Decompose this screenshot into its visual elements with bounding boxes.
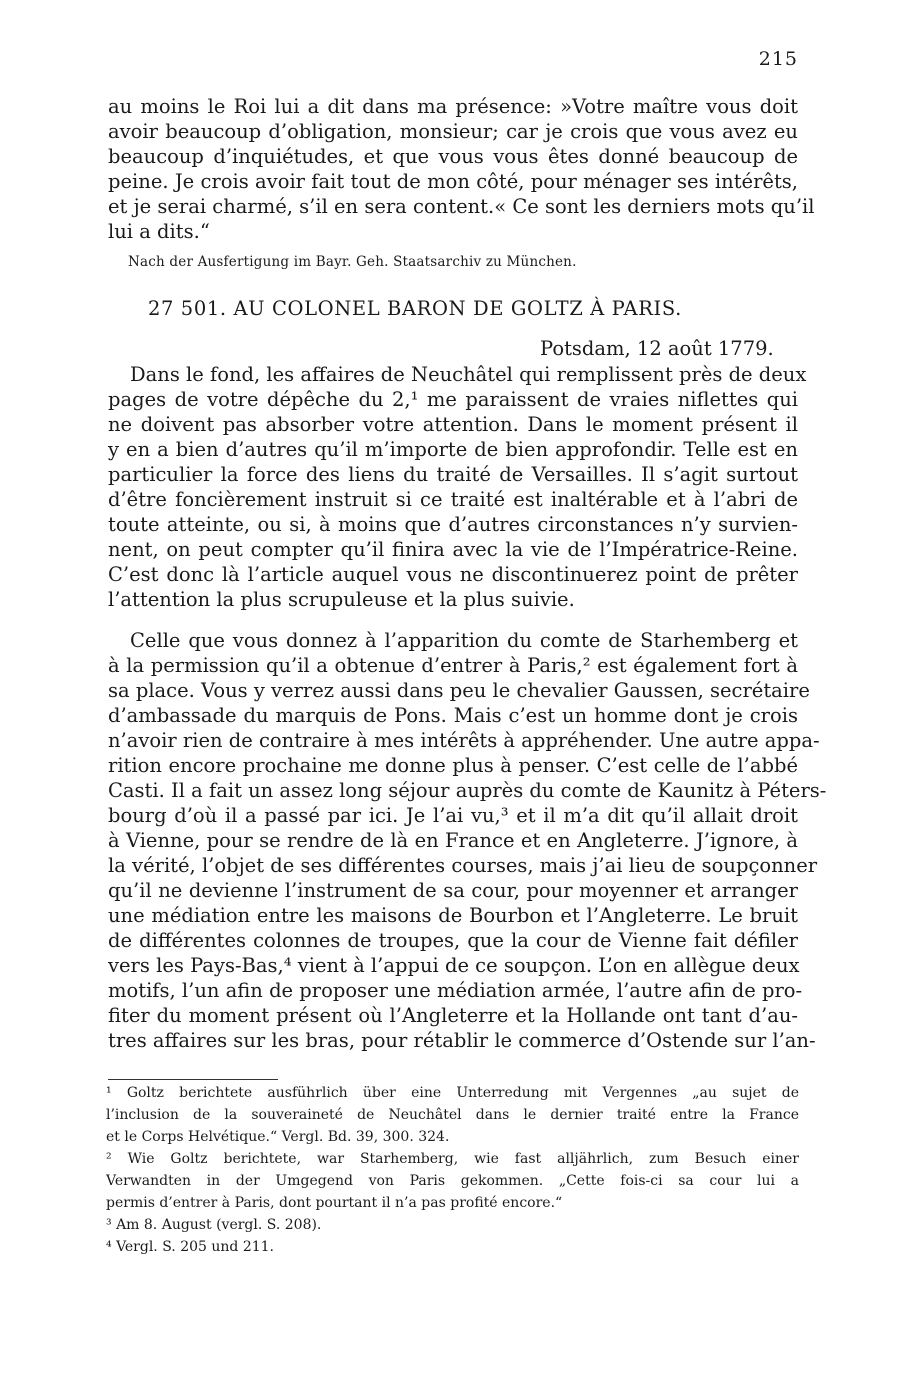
- text-line: C’est donc là l’article auquel vous ne discontinuerez point de prêter: [108, 563, 798, 586]
- text-line: sa place. Vous y verrez aussi dans peu le chevalier Gaussen, secrétaire: [108, 679, 810, 702]
- text-line: et je serai charmé, s’il en sera content.« Ce sont les derniers mots qu’il: [108, 195, 815, 218]
- footnote-line: permis d’entrer à Paris, dont pourtant il n’a pas profité encore.“: [106, 1195, 563, 1211]
- text-line: au moins le Roi lui a dit dans ma présence: »Votre maître vous doit: [108, 95, 798, 118]
- document-header: [148, 297, 682, 320]
- text-line: lui a dits.“: [108, 220, 210, 243]
- text-line: l’attention la plus scrupuleuse et la plus suivie.: [108, 588, 575, 611]
- text-line: nent, on peut compter qu’il finira avec la vie de l’Impératrice-Reine.: [108, 538, 798, 561]
- text-line: avoir beaucoup d’obligation, monsieur; car je crois que vous avez eu: [108, 120, 798, 143]
- intro-paragraph: [108, 94, 815, 244]
- text-line: rition encore prochaine me donne plus à penser. C’est celle de l’abbé: [108, 754, 798, 777]
- document-title: AU COLONEL BARON DE GOLTZ À PARIS.: [233, 297, 682, 320]
- text-line: vers les Pays-Bas,⁴ vient à l’appui de ce soupçon. L’on en allègue deux: [108, 954, 800, 977]
- text-line: beaucoup d’inquiétudes, et que vous vous êtes donné beaucoup de: [108, 145, 798, 168]
- footnote-line: ² Wie Goltz berichtete, war Starhemberg, wie fast alljährlich, zum Besuch einer: [106, 1151, 799, 1167]
- footnote-line: ¹ Goltz berichtete ausführlich über eine Unterredung mit Vergennes „au sujet de: [106, 1085, 799, 1101]
- text-line: d’être foncièrement instruit si ce traité est inaltérable et à l’abri de: [108, 488, 798, 511]
- text-line: y en a bien d’autres qu’il m’importe de bien approfondir. Telle est en: [108, 438, 798, 461]
- page-number: 215: [758, 48, 798, 70]
- text-line: qu’il ne devienne l’instrument de sa cour, pour moyenner et arranger: [108, 879, 798, 902]
- dateline: Potsdam, 12 août 1779.: [540, 337, 774, 360]
- footnote-line: ³ Am 8. August (vergl. S. 208).: [106, 1217, 322, 1233]
- source-note: Nach der Ausfertigung im Bayr. Geh. Staatsarchiv zu München.: [128, 254, 577, 270]
- footnote-line: et le Corps Helvétique.“ Vergl. Bd. 39, 300. 324.: [106, 1129, 450, 1145]
- text-line: toute atteinte, ou si, à moins que d’autres circonstances n’y survien-: [108, 513, 798, 536]
- text-line: Casti. Il a fait un assez long séjour auprès du comte de Kaunitz à Péters-: [108, 779, 827, 802]
- text-line: une médiation entre les maisons de Bourbon et l’Angleterre. Le bruit: [108, 904, 798, 927]
- text-line: particulier la force des liens du traité de Versailles. Il s’agit surtout: [108, 463, 798, 486]
- text-line: ne doivent pas absorber votre attention. Dans le moment présent il: [108, 413, 798, 436]
- text-line: la vérité, l’objet de ses différentes courses, mais j’ai lieu de soupçonner: [108, 854, 818, 877]
- text-line: peine. Je crois avoir fait tout de mon côté, pour ménager ses intérêts,: [108, 170, 798, 193]
- text-line: bourg d’où il a passé par ici. Je l’ai vu,³ et il m’a dit qu’il allait droit: [108, 804, 798, 827]
- text-line: de différentes colonnes de troupes, que la cour de Vienne fait défiler: [108, 929, 798, 952]
- text-line: n’avoir rien de contraire à mes intérêts à appréhender. Une autre appa-: [108, 729, 820, 752]
- footnote-line: l’inclusion de la souveraineté de Neuchâtel dans le dernier traité entre la France: [106, 1107, 799, 1123]
- text-line: Celle que vous donnez à l’apparition du comte de Starhemberg et: [130, 629, 798, 652]
- text-line: d’ambassade du marquis de Pons. Mais c’est un homme dont je crois: [108, 704, 798, 727]
- text-line: fiter du moment présent où l’Angleterre et la Hollande ont tant d’au-: [108, 1004, 798, 1027]
- footnote-line: Verwandten in der Umgegend von Paris gekommen. „Cette fois-ci sa cour lui a: [106, 1173, 799, 1189]
- footnote-divider: [108, 1079, 278, 1080]
- footnote-line: ⁴ Vergl. S. 205 und 211.: [106, 1239, 274, 1255]
- text-line: motifs, l’un afin de proposer une médiation armée, l’autre afin de pro-: [108, 979, 803, 1002]
- text-line: à la permission qu’il a obtenue d’entrer à Paris,² est également fort à: [108, 654, 798, 677]
- paragraph-2: [108, 628, 827, 1053]
- text-line: Dans le fond, les affaires de Neuchâtel qui remplissent près de deux: [130, 363, 807, 386]
- text-line: à Vienne, pour se rendre de là en France et en Angleterre. J’ignore, à: [108, 829, 798, 852]
- paragraph-1: [108, 362, 807, 612]
- document-number: 27 501.: [148, 297, 227, 320]
- text-line: tres affaires sur les bras, pour rétablir le commerce d’Ostende sur l’an-: [108, 1029, 816, 1052]
- text-line: pages de votre dépêche du 2,¹ me paraissent de vraies niflettes qui: [108, 388, 798, 411]
- footnotes: [106, 1082, 799, 1258]
